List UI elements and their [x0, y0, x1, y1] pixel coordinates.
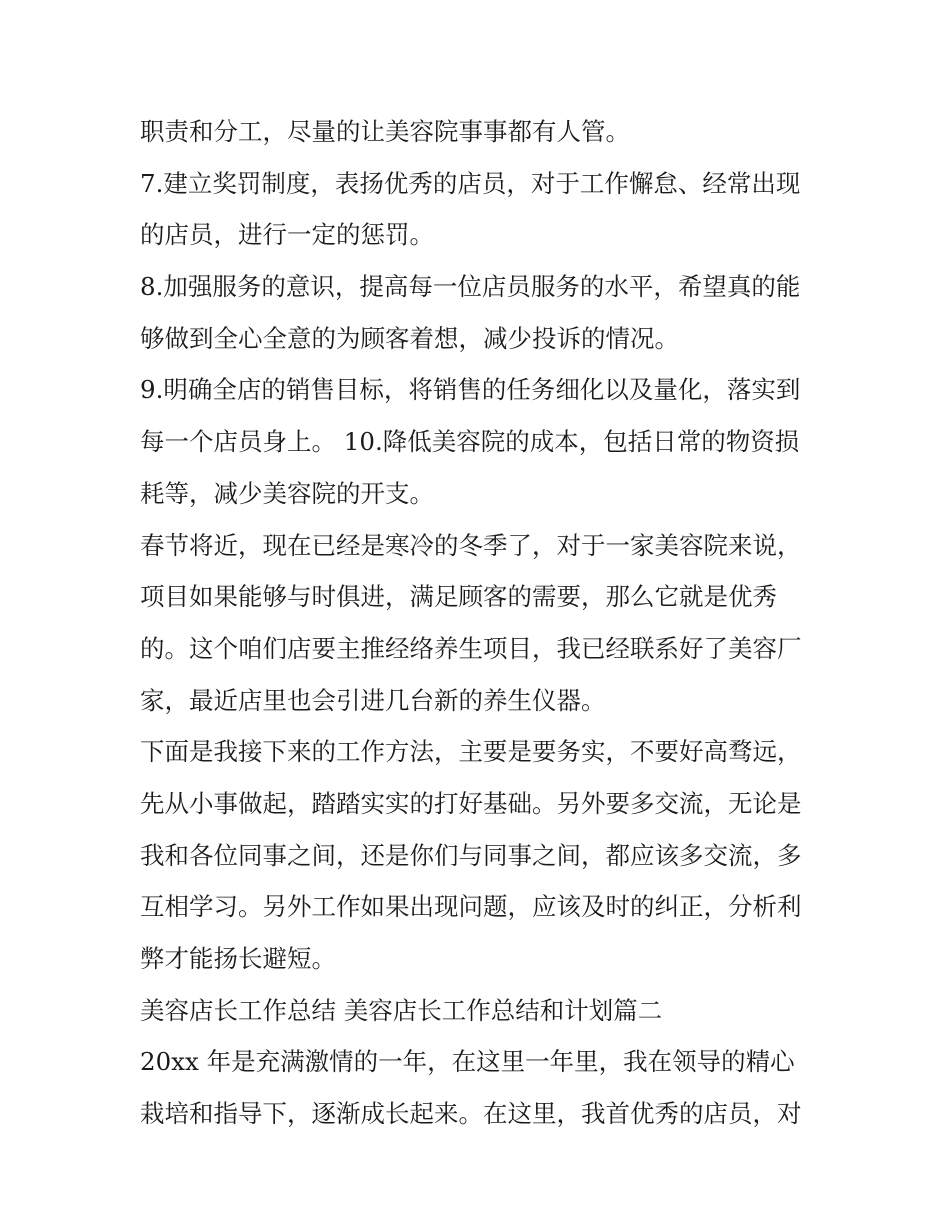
document-body: [140, 106, 820, 1140]
text-line: 先从小事做起，踏踏实实的打好基础。另外要多交流，无论是: [140, 788, 802, 818]
text-line: 弊才能扬长避短。: [140, 944, 336, 973]
text-line: 够做到全心全意的为顾客着想，减少投诉的情况。: [140, 323, 679, 353]
text-line: 的店员，进行一定的惩罚。: [140, 220, 434, 250]
text-line: 栽培和指导下，逐渐成长起来。在这里，我首优秀的店员，对: [140, 1099, 802, 1129]
text-line: 9.明确全店的销售目标，将销售的任务细化以及量化，落实到: [140, 375, 801, 405]
text-line: 7.建立奖罚制度，表扬优秀的店员，对于工作懈怠、经常出现: [140, 168, 801, 198]
text-line: 下面是我接下来的工作方法，主要是要务实，不要好高骛远，: [140, 737, 802, 767]
text-line: 8.加强服务的意识，提高每一位店员服务的水平，希望真的能: [140, 272, 801, 302]
section-heading: 美容店长工作总结 美容店长工作总结和计划篇二: [140, 995, 663, 1025]
text-line: 每一个店员身上。 10.降低美容院的成本，包括日常的物资损: [140, 427, 800, 457]
text-line: 家，最近店里也会引进几台新的养生仪器。: [140, 685, 606, 715]
text-line: 的。这个咱们店要主推经络养生项目，我已经联系好了美容厂: [140, 633, 802, 663]
text-line: 耗等，减少美容院的开支。: [140, 478, 434, 508]
text-line: 互相学习。另外工作如果出现问题，应该及时的纠正，分析利: [140, 892, 802, 922]
text-line: 春节将近，现在已经是寒冷的冬季了，对于一家美容院来说，: [140, 530, 802, 560]
text-line: 我和各位同事之间，还是你们与同事之间，都应该多交流，多: [140, 840, 802, 870]
text-line: 20xx 年是充满激情的一年，在这里一年里，我在领导的精心: [140, 1047, 795, 1077]
text-line: 项目如果能够与时俱进，满足顾客的需要，那么它就是优秀: [140, 582, 777, 612]
text-line: 职责和分工，尽量的让美容院事事都有人管。: [140, 117, 630, 146]
